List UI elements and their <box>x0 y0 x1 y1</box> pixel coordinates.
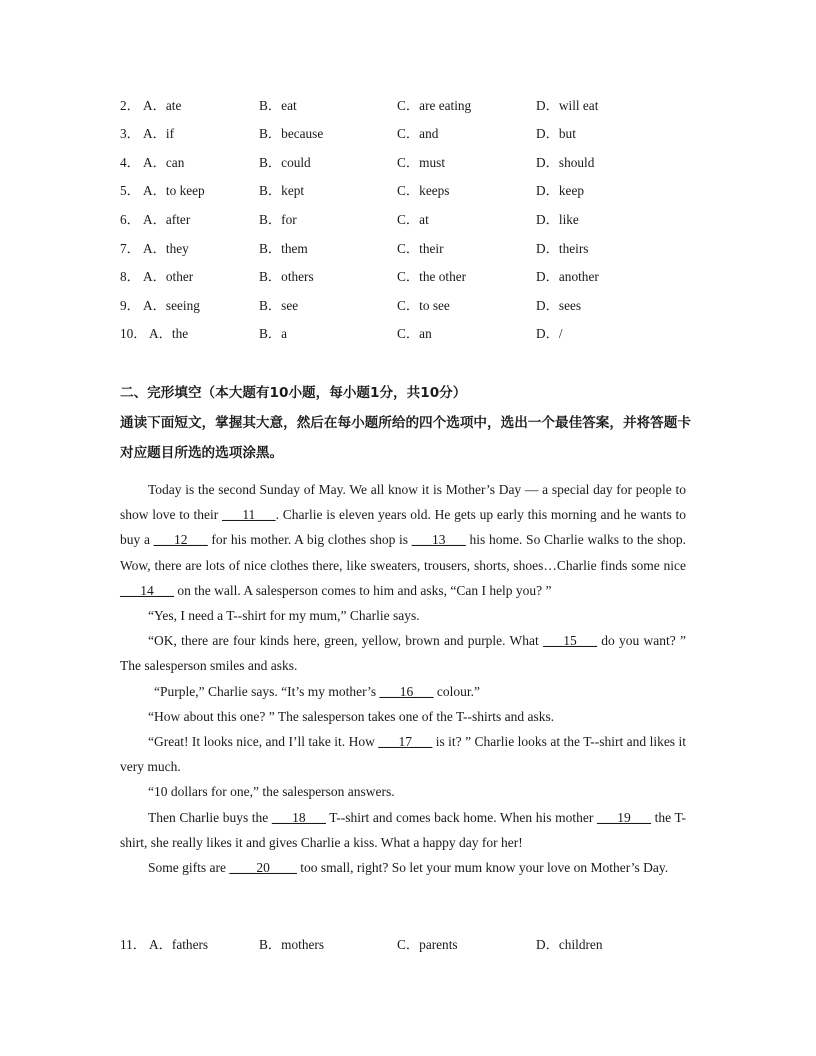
option-c: C．to see <box>397 298 450 313</box>
blank-17: ___17___ <box>378 734 433 750</box>
option-d: D．children <box>536 937 603 952</box>
option-b: B．see <box>259 298 299 313</box>
option-b: B．a <box>259 326 288 341</box>
question-number: 10． <box>120 326 147 341</box>
passage-paragraph-2: “Yes, I need a T--shirt for my mum,” Charlie says. <box>148 608 420 624</box>
blank-13: ___13___ <box>411 532 466 548</box>
passage-paragraph-3: “OK, there are four kinds here, green, yellow, brown and purple. What ___15___ do you want? ” The salesperson smiles and asks. <box>120 633 686 674</box>
option-c: C．parents <box>397 937 458 952</box>
option-c: C．are eating <box>397 98 472 113</box>
option-c: C．their <box>397 241 444 256</box>
question-number: 4． <box>120 155 140 170</box>
question-number: 11． <box>120 937 147 952</box>
question-number: 9． <box>120 298 140 313</box>
passage-paragraph-8: Then Charlie buys the ___18___ T--shirt and comes back home. When his mother ___19___ the T-shirt, she really likes it and gives Charlie a kiss. What a happy day for her! <box>120 809 686 850</box>
option-b: B．for <box>259 212 297 227</box>
option-a: A．other <box>143 269 194 284</box>
option-a: A．fathers <box>149 937 209 952</box>
option-a: A．after <box>143 212 191 227</box>
option-c: C．at <box>397 212 429 227</box>
option-d: D．should <box>536 155 595 170</box>
option-c: C．keeps <box>397 183 450 198</box>
blank-20: ____20____ <box>229 860 297 876</box>
option-b: B．could <box>259 155 311 170</box>
option-d: D．theirs <box>536 241 589 256</box>
passage-paragraph-4: “Purple,” Charlie says. “It’s my mother’s ___16___ colour.” <box>154 683 480 699</box>
option-d: D．sees <box>536 298 582 313</box>
option-c: C．an <box>397 326 432 341</box>
cloze-passage <box>120 477 686 880</box>
option-a: A．ate <box>143 98 182 113</box>
blank-12: ___12___ <box>153 532 208 548</box>
section-heading: 二、完形填空（本大题有10小题，每小题1分，共10分） <box>120 385 467 401</box>
option-d: D．/ <box>536 326 563 341</box>
option-c: C．the other <box>397 269 467 284</box>
passage-paragraph-1: Today is the second Sunday of May. We all know it is Mother’s Day — a special day for people to show love to their ___11___. Charlie is eleven years old. He gets up early this morning and he wants to buy a ___12___ for his mother. A big clothes shop is ___13___ his home. So Charlie walks to the shop. Wow, there are lots of nice clothes there, like sweaters, trousers, shorts, shoes…Charlie finds some nice ___14___ on the wall. A salesperson comes to him and asks, “Can I help you? ” <box>120 482 687 598</box>
option-b: B．because <box>259 126 324 141</box>
question-number: 5． <box>120 183 140 198</box>
option-b: B．kept <box>259 183 305 198</box>
passage-paragraph-9: Some gifts are ____20____ too small, right? So let your mum know your love on Mother’s Day. <box>148 860 669 876</box>
passage-paragraph-6: “Great! It looks nice, and I’ll take it. How ___17___ is it? ” Charlie looks at the T--shirt and likes it very much. <box>120 734 686 775</box>
question-number: 3． <box>120 126 140 141</box>
question-number: 6． <box>120 212 140 227</box>
option-c: C．and <box>397 126 439 141</box>
option-d: D．like <box>536 212 579 227</box>
question-number: 8． <box>120 269 140 284</box>
option-d: D．but <box>536 126 576 141</box>
option-b: B．eat <box>259 98 297 113</box>
option-a: A．seeing <box>143 298 200 313</box>
option-a: A．to keep <box>143 183 205 198</box>
option-b: B．others <box>259 269 314 284</box>
passage-paragraph-5: “How about this one? ” The salesperson takes one of the T--shirts and asks. <box>148 708 555 724</box>
blank-11: ___11___ <box>222 507 276 523</box>
option-a: A．they <box>143 241 189 256</box>
option-b: B．them <box>259 241 308 256</box>
blank-19: ___19___ <box>597 809 651 825</box>
blank-15: ___15___ <box>543 633 598 649</box>
option-d: D．another <box>536 269 599 284</box>
option-a: A．can <box>143 155 185 170</box>
section-instruction: 通读下面短文，掌握其大意，然后在每小题所给的四个选项中，选出一个最佳答案，并将答题卡对应题目所选的选项涂黑。 <box>120 415 691 461</box>
blank-16: ___16___ <box>379 683 434 699</box>
question-number: 7． <box>120 241 140 256</box>
question-number: 2． <box>120 98 140 113</box>
passage-paragraph-7: “10 dollars for one,” the salesperson answers. <box>148 784 395 800</box>
option-b: B．mothers <box>259 937 325 952</box>
option-a: A．if <box>143 126 175 141</box>
blank-18: ___18___ <box>271 809 326 825</box>
option-a: A．the <box>149 326 189 341</box>
blank-14: ___14___ <box>120 582 174 598</box>
option-d: D．will eat <box>536 98 599 113</box>
option-c: C．must <box>397 155 446 170</box>
option-d: D．keep <box>536 183 584 198</box>
